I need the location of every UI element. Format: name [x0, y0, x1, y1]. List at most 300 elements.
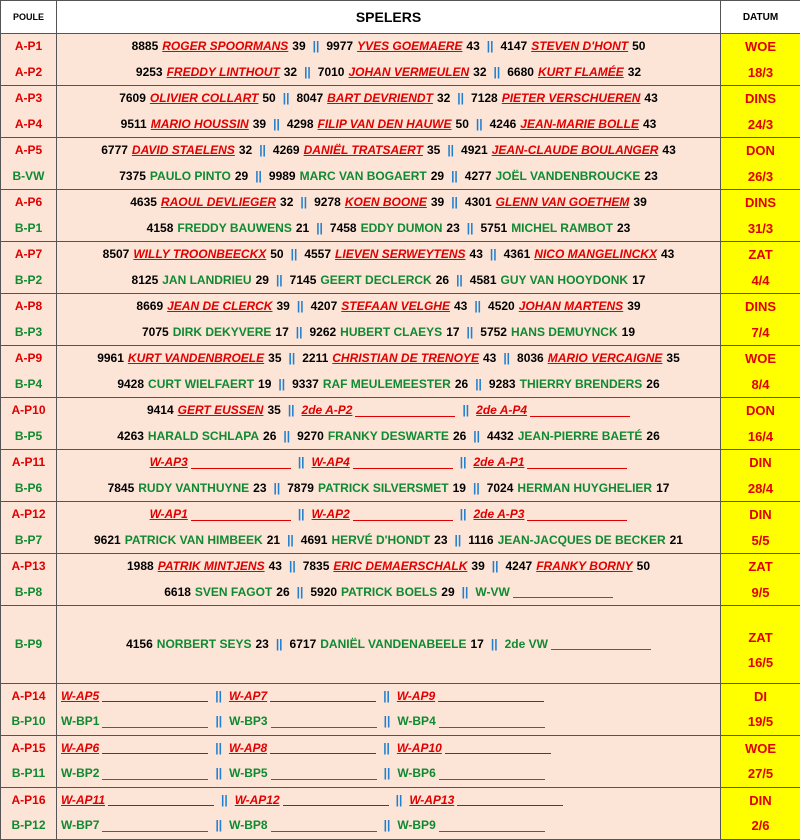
- player-number: 9961: [97, 351, 124, 365]
- placeholder-name: W-BP3: [229, 714, 267, 728]
- player-name: MARC VAN BOGAERT: [300, 169, 427, 183]
- player-name: STEVEN D'HONT: [531, 39, 628, 53]
- fill-in-line[interactable]: [353, 509, 453, 521]
- player-score: 39: [627, 299, 640, 313]
- datum-day: WOE: [721, 346, 800, 372]
- player-score: 29: [431, 169, 444, 183]
- datum-cell: [721, 683, 800, 735]
- player-score: 39: [276, 299, 289, 313]
- player-line: [57, 138, 720, 164]
- spelers-cell: [57, 346, 721, 398]
- separator: ||: [475, 377, 482, 391]
- header-datum: DATUM: [721, 1, 800, 34]
- poule-label: A-P11: [1, 450, 56, 476]
- fill-in-line[interactable]: [283, 794, 389, 806]
- player-name: MARIO VERCAIGNE: [548, 351, 663, 365]
- player-name: GLENN VAN GOETHEM: [496, 195, 630, 209]
- player-line: [57, 60, 720, 86]
- poule-label: B-P7: [1, 528, 56, 554]
- datum-day: DINS: [721, 86, 800, 112]
- datum-day: DIN: [721, 502, 800, 528]
- separator: ||: [296, 325, 303, 339]
- datum-date: 16/5: [721, 650, 800, 676]
- player-name: JEAN-CLAUDE BOULANGER: [492, 143, 659, 157]
- separator: ||: [474, 299, 481, 313]
- player-name: ERIC DEMAERSCHALK: [333, 559, 467, 573]
- separator: ||: [215, 766, 222, 780]
- schedule-row: [1, 787, 800, 839]
- separator: ||: [447, 143, 454, 157]
- datum-cell: [721, 242, 800, 294]
- poule-label: A-P15: [1, 736, 56, 762]
- player-name: OLIVIER COLLART: [150, 91, 258, 105]
- poule-label: B-P3: [1, 320, 56, 346]
- player-number: 4557: [304, 247, 331, 261]
- player-name: LIEVEN SERWEYTENS: [335, 247, 465, 261]
- spelers-cell: [57, 502, 721, 554]
- player-name: HUBERT CLAEYS: [340, 325, 442, 339]
- player-score: 35: [427, 143, 440, 157]
- player-line: [57, 372, 720, 398]
- player-name: JEAN DE CLERCK: [167, 299, 272, 313]
- player-score: 26: [646, 377, 659, 391]
- player-name: HERVÉ D'HONDT: [331, 533, 430, 547]
- player-name: THIERRY BRENDERS: [520, 377, 643, 391]
- player-number: 8669: [136, 299, 163, 313]
- schedule-row: [1, 735, 800, 787]
- player-score: 43: [470, 247, 483, 261]
- poule-label: A-P5: [1, 138, 56, 164]
- player-name: PIETER VERSCHUEREN: [502, 91, 641, 105]
- player-score: 50: [456, 117, 469, 131]
- separator: ||: [462, 585, 469, 599]
- separator: ||: [283, 429, 290, 443]
- separator: ||: [384, 818, 391, 832]
- player-line: [57, 164, 720, 190]
- datum-date: 27/5: [721, 761, 800, 787]
- player-score: 32: [239, 143, 252, 157]
- separator: ||: [316, 221, 323, 235]
- player-name: PATRICK BOELS: [341, 585, 437, 599]
- placeholder-name: W-BP1: [61, 714, 99, 728]
- player-number: 9977: [326, 39, 353, 53]
- player-name: BART DEVRIENDT: [327, 91, 433, 105]
- player-name: KURT VANDENBROELE: [128, 351, 264, 365]
- fill-in-line[interactable]: [191, 509, 291, 521]
- poule-label: B-P1: [1, 216, 56, 242]
- player-score: 43: [644, 91, 657, 105]
- separator: ||: [494, 65, 501, 79]
- schedule-row: [1, 34, 800, 86]
- player-line: [57, 761, 720, 787]
- fill-in-line[interactable]: [355, 405, 455, 417]
- spelers-cell: [57, 606, 721, 684]
- player-number: 4277: [465, 169, 492, 183]
- player-name: FRANKY DESWARTE: [328, 429, 449, 443]
- player-name: HARALD SCHLAPA: [148, 429, 259, 443]
- player-name: JEAN-JACQUES DE BECKER: [498, 533, 666, 547]
- datum-cell: [721, 450, 800, 502]
- poule-label: B-P12: [1, 813, 56, 839]
- separator: ||: [473, 429, 480, 443]
- player-number: 9989: [269, 169, 296, 183]
- player-score: 26: [646, 429, 659, 443]
- player-name: KOEN BOONE: [345, 195, 427, 209]
- player-name: DAVID STAELENS: [132, 143, 235, 157]
- player-score: 26: [276, 585, 289, 599]
- player-score: 23: [446, 221, 459, 235]
- schedule-row: [1, 502, 800, 554]
- datum-date: 24/3: [721, 112, 800, 138]
- player-score: 23: [644, 169, 657, 183]
- placeholder-name: 2de A-P2: [302, 403, 353, 417]
- player-number: 8885: [132, 39, 159, 53]
- player-number: 7458: [330, 221, 357, 235]
- poule-label: A-P4: [1, 112, 56, 138]
- player-number: 4246: [490, 117, 517, 131]
- fill-in-line[interactable]: [102, 742, 208, 754]
- player-number: 4635: [130, 195, 157, 209]
- fill-in-line[interactable]: [270, 690, 376, 702]
- poule-label: A-P12: [1, 502, 56, 528]
- poule-cell: [1, 683, 57, 735]
- poule-cell: [1, 735, 57, 787]
- player-line: [57, 398, 720, 424]
- player-number: 4361: [504, 247, 531, 261]
- player-number: 8125: [132, 273, 159, 287]
- separator: ||: [289, 559, 296, 573]
- player-name: JOHAN VERMEULEN: [348, 65, 469, 79]
- player-line: [57, 346, 720, 372]
- player-name: FREDDY LINTHOUT: [167, 65, 280, 79]
- datum-cell: [721, 86, 800, 138]
- separator: ||: [221, 793, 228, 807]
- separator: ||: [304, 65, 311, 79]
- datum-date: 18/3: [721, 60, 800, 86]
- player-line: [57, 34, 720, 60]
- player-score: 26: [436, 273, 449, 287]
- separator: ||: [215, 741, 222, 755]
- player-name: DIRK DEKYVERE: [173, 325, 272, 339]
- player-number: 5751: [480, 221, 507, 235]
- player-score: 35: [268, 351, 281, 365]
- player-name: CHRISTIAN DE TRENOYE: [332, 351, 479, 365]
- player-score: 43: [454, 299, 467, 313]
- fill-in-line[interactable]: [513, 586, 613, 598]
- placeholder-name: W-VW: [475, 585, 509, 599]
- player-name: JOËL VANDENBROUCKE: [496, 169, 641, 183]
- placeholder-name: W-AP8: [229, 741, 267, 755]
- player-score: 21: [670, 533, 683, 547]
- separator: ||: [476, 117, 483, 131]
- separator: ||: [300, 195, 307, 209]
- player-score: 39: [471, 559, 484, 573]
- poule-label: A-P9: [1, 346, 56, 372]
- separator: ||: [215, 818, 222, 832]
- fill-in-line[interactable]: [439, 716, 545, 728]
- poule-cell: [1, 450, 57, 502]
- player-line: [57, 813, 720, 839]
- fill-in-line[interactable]: [439, 768, 545, 780]
- fill-in-line[interactable]: [271, 716, 377, 728]
- player-name: NORBERT SEYS: [157, 637, 252, 651]
- spelers-cell: [57, 554, 721, 606]
- player-number: 4147: [501, 39, 528, 53]
- schedule-row: [1, 294, 800, 346]
- placeholder-name: 2de VW: [505, 637, 548, 651]
- datum-date: 7/4: [721, 320, 800, 346]
- player-score: 29: [441, 585, 454, 599]
- fill-in-line[interactable]: [102, 690, 208, 702]
- player-score: 50: [637, 559, 650, 573]
- player-name: MARIO HOUSSIN: [151, 117, 249, 131]
- poule-label: [1, 657, 56, 683]
- separator: ||: [383, 741, 390, 755]
- fill-in-line[interactable]: [353, 457, 453, 469]
- player-number: 4247: [505, 559, 532, 573]
- placeholder-name: W-BP6: [397, 766, 435, 780]
- fill-in-line[interactable]: [102, 768, 208, 780]
- player-name: CURT WIELFAERT: [148, 377, 254, 391]
- fill-in-line[interactable]: [527, 509, 627, 521]
- fill-in-line[interactable]: [439, 820, 545, 832]
- player-score: 32: [284, 65, 297, 79]
- poule-cell: [1, 138, 57, 190]
- player-number: 9253: [136, 65, 163, 79]
- player-score: 39: [292, 39, 305, 53]
- separator: ||: [297, 585, 304, 599]
- datum-date: 8/4: [721, 372, 800, 398]
- player-number: 4156: [126, 637, 153, 651]
- player-score: 29: [256, 273, 269, 287]
- separator: ||: [274, 481, 281, 495]
- player-number: 9337: [292, 377, 319, 391]
- player-number: 9428: [117, 377, 144, 391]
- player-name: FILIP VAN DEN HAUWE: [318, 117, 452, 131]
- fill-in-line[interactable]: [530, 405, 630, 417]
- player-score: 50: [262, 91, 275, 105]
- separator: ||: [215, 689, 222, 703]
- player-number: 4921: [461, 143, 488, 157]
- header-poule: POULE: [1, 1, 57, 34]
- poule-label: B-P2: [1, 268, 56, 294]
- fill-in-line[interactable]: [527, 457, 627, 469]
- placeholder-name: W-AP13: [409, 793, 454, 807]
- player-number: 5752: [480, 325, 507, 339]
- player-number: 9414: [147, 403, 174, 417]
- player-number: 7845: [108, 481, 135, 495]
- placeholder-name: W-BP9: [397, 818, 435, 832]
- placeholder-name: W-BP5: [229, 766, 267, 780]
- datum-day: DINS: [721, 294, 800, 320]
- fill-in-line[interactable]: [102, 716, 208, 728]
- poule-label: A-P1: [1, 34, 56, 60]
- player-number: 9621: [94, 533, 121, 547]
- player-number: 4301: [465, 195, 492, 209]
- spelers-cell: [57, 294, 721, 346]
- placeholder-name: 2de A-P3: [474, 507, 525, 521]
- placeholder-name: W-AP9: [397, 689, 435, 703]
- player-score: 32: [473, 65, 486, 79]
- player-name: HANS DEMUYNCK: [511, 325, 618, 339]
- poule-cell: [1, 606, 57, 684]
- separator: ||: [487, 39, 494, 53]
- player-line: [57, 788, 720, 814]
- poule-label: A-P8: [1, 294, 56, 320]
- datum-day: ZAT: [721, 554, 800, 580]
- player-line: [57, 476, 720, 502]
- datum-cell: [721, 502, 800, 554]
- datum-date: 4/4: [721, 268, 800, 294]
- player-score: 17: [656, 481, 669, 495]
- player-number: 7128: [471, 91, 498, 105]
- schedule-body: [1, 34, 800, 840]
- separator: ||: [384, 766, 391, 780]
- placeholder-name: W-AP5: [61, 689, 99, 703]
- player-score: 43: [269, 559, 282, 573]
- player-score: 26: [453, 429, 466, 443]
- spelers-cell: [57, 242, 721, 294]
- player-name: DANIËL TRATSAERT: [304, 143, 423, 157]
- separator: ||: [462, 403, 469, 417]
- separator: ||: [457, 91, 464, 105]
- player-number: 9283: [489, 377, 516, 391]
- player-number: 7879: [287, 481, 314, 495]
- fill-in-line[interactable]: [102, 820, 208, 832]
- schedule-row: [1, 86, 800, 138]
- player-score: 17: [632, 273, 645, 287]
- player-line: [57, 632, 720, 658]
- player-name: PATRIK MINTJENS: [158, 559, 265, 573]
- poule-label: A-P16: [1, 788, 56, 814]
- player-name: NICO MANGELINCKX: [534, 247, 657, 261]
- header-row: [1, 1, 800, 34]
- player-name: RAOUL DEVLIEGER: [161, 195, 276, 209]
- poule-label: A-P10: [1, 398, 56, 424]
- poule-label: A-P2: [1, 60, 56, 86]
- separator: ||: [298, 507, 305, 521]
- player-score: 26: [263, 429, 276, 443]
- schedule-row: [1, 346, 800, 398]
- player-line: [57, 320, 720, 346]
- player-name: DANIËL VANDENABEELE: [320, 637, 466, 651]
- poule-cell: [1, 34, 57, 86]
- poule-cell: [1, 294, 57, 346]
- separator: ||: [273, 117, 280, 131]
- player-number: 7609: [119, 91, 146, 105]
- datum-day: WOE: [721, 34, 800, 60]
- player-number: 9511: [121, 117, 147, 131]
- fill-in-line[interactable]: [191, 457, 291, 469]
- player-score: 19: [622, 325, 635, 339]
- placeholder-name: W-AP3: [150, 455, 188, 469]
- fill-in-line[interactable]: [445, 742, 551, 754]
- placeholder-name: W-AP11: [61, 793, 105, 807]
- player-score: 17: [471, 637, 484, 651]
- player-score: 43: [466, 39, 479, 53]
- player-score: 43: [662, 143, 675, 157]
- fill-in-line[interactable]: [551, 638, 651, 650]
- separator: ||: [259, 143, 266, 157]
- schedule-row: [1, 450, 800, 502]
- fill-in-line[interactable]: [271, 768, 377, 780]
- player-name: FRANKY BORNY: [536, 559, 632, 573]
- spelers-cell: [57, 683, 721, 735]
- datum-cell: [721, 735, 800, 787]
- separator: ||: [456, 273, 463, 287]
- fill-in-line[interactable]: [271, 820, 377, 832]
- poule-label: A-P6: [1, 190, 56, 216]
- separator: ||: [451, 195, 458, 209]
- placeholder-name: W-AP2: [312, 507, 350, 521]
- player-number: 8507: [103, 247, 130, 261]
- player-line: [57, 606, 720, 632]
- separator: ||: [255, 169, 262, 183]
- poule-label: B-P11: [1, 761, 56, 787]
- player-number: 1988: [127, 559, 154, 573]
- poule-label: B-P8: [1, 580, 56, 606]
- player-name: ROGER SPOORMANS: [162, 39, 288, 53]
- separator: ||: [451, 169, 458, 183]
- player-name: RAF MEULEMEESTER: [323, 377, 451, 391]
- fill-in-line[interactable]: [270, 742, 376, 754]
- placeholder-name: W-AP10: [397, 741, 442, 755]
- fill-in-line[interactable]: [457, 794, 563, 806]
- separator: ||: [313, 39, 320, 53]
- poule-cell: [1, 86, 57, 138]
- player-name: KURT FLAMÉE: [538, 65, 624, 79]
- fill-in-line[interactable]: [108, 794, 214, 806]
- spelers-cell: [57, 190, 721, 242]
- datum-date: 5/5: [721, 528, 800, 554]
- player-line: [57, 216, 720, 242]
- player-line: [57, 86, 720, 112]
- player-score: 19: [453, 481, 466, 495]
- poule-cell: [1, 346, 57, 398]
- player-name: PATRICK VAN HIMBEEK: [125, 533, 263, 547]
- player-name: SVEN FAGOT: [195, 585, 272, 599]
- placeholder-name: W-AP4: [312, 455, 350, 469]
- player-number: 4158: [147, 221, 174, 235]
- player-number: 9278: [314, 195, 341, 209]
- player-score: 23: [434, 533, 447, 547]
- player-name: FREDDY BAUWENS: [177, 221, 291, 235]
- datum-date: 19/5: [721, 709, 800, 735]
- datum-day: DI: [721, 684, 800, 710]
- player-score: 23: [617, 221, 630, 235]
- spelers-cell: [57, 450, 721, 502]
- spelers-cell: [57, 86, 721, 138]
- player-score: 39: [253, 117, 266, 131]
- player-number: 7145: [290, 273, 317, 287]
- player-score: 17: [446, 325, 459, 339]
- player-line: [57, 554, 720, 580]
- player-score: 50: [270, 247, 283, 261]
- player-line: [57, 450, 720, 476]
- separator: ||: [455, 533, 462, 547]
- separator: ||: [215, 714, 222, 728]
- datum-day: WOE: [721, 736, 800, 762]
- separator: ||: [503, 351, 510, 365]
- player-line: [57, 268, 720, 294]
- separator: ||: [297, 299, 304, 313]
- fill-in-line[interactable]: [438, 690, 544, 702]
- poule-cell: [1, 242, 57, 294]
- player-number: 6618: [164, 585, 191, 599]
- player-name: PAULO PINTO: [150, 169, 231, 183]
- separator: ||: [278, 377, 285, 391]
- datum-cell: [721, 346, 800, 398]
